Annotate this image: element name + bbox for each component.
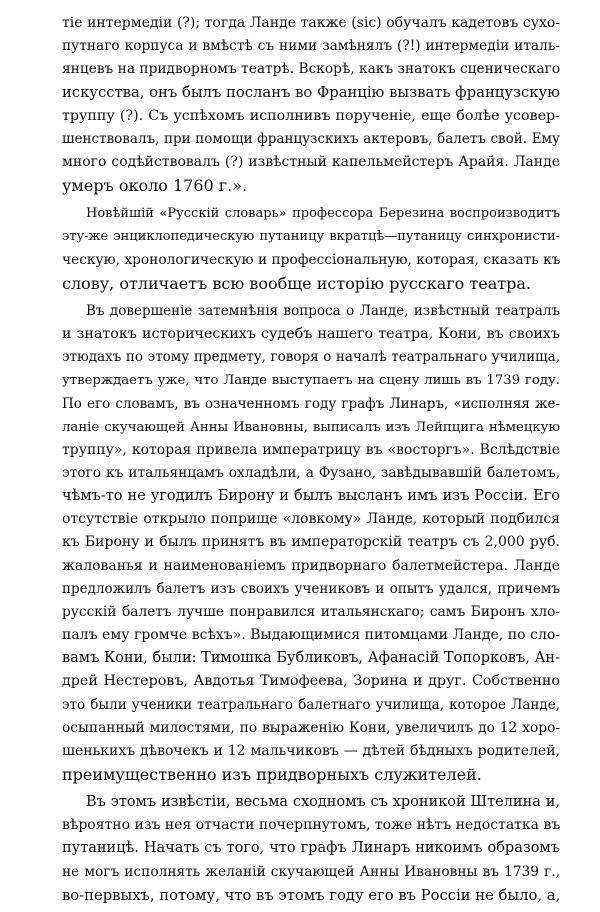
text-line: вѣроятно изъ нея отчасти почерпнутомъ, тоже нѣтъ недостатка въ bbox=[62, 817, 560, 834]
paragraph-2 bbox=[62, 202, 560, 295]
text-line: дрей Нестеровъ, Авдотья Тимофеева, Зорина и друг. Собственно bbox=[62, 673, 560, 690]
text-line: чѣмъ-то не угодилъ Бирону и былъ высланъ имъ изъ Россiи. Его bbox=[62, 488, 560, 505]
text-line: тiе интермедiи (?); тогда Ланде также (sic) обучалъ кадетовъ сухо- bbox=[62, 15, 560, 31]
text-line: отсутствiе открыло поприще «ловкому» Ланде, который подбился bbox=[62, 511, 560, 528]
paragraph-3 bbox=[62, 300, 560, 786]
text-line: По его словамъ, въ означенномъ году графъ Линаръ, «исполняя же- bbox=[62, 395, 560, 412]
text-line: слову, отличаетъ всю вообще исторiю русскаго театра. bbox=[62, 273, 531, 293]
text-line: эту-же энциклопедическую путаницу вкратцѣ—путаницу синхронисти- bbox=[62, 229, 560, 245]
text-line: во-первыхъ, потому, что въ этомъ году его въ Россiи не было, а, bbox=[62, 886, 560, 904]
text-line: осыпанный милостями, по выраженiю Кони, увеличилъ до 12 хоро- bbox=[62, 719, 560, 736]
text-line: ланiе скучающей Анны Ивановны, выписалъ изъ Лейпцига нѣмецкую bbox=[62, 419, 560, 435]
text-line: труппу», которая привела императрицу въ «восторгъ». Вслѣдствiе bbox=[62, 441, 560, 458]
text-line: шенствовалъ, при помощи французскихъ актеровъ, балетъ свой. Ему bbox=[62, 130, 560, 147]
text-line: этюдахъ по этому предмету, говоря о началѣ театральнаго училища, bbox=[62, 349, 560, 366]
text-line: не могъ исполнять желанiй скучающей Анны Ивановны въ 1739 г., bbox=[62, 863, 560, 880]
text-line: ческую, хронологическую и профессiональную, которая, сказать къ bbox=[62, 251, 560, 268]
text-line: искусства, онъ былъ посланъ во Францiю вызвать французскую bbox=[62, 84, 560, 102]
text-line: къ Бирону и былъ принятъ въ императорскiй театръ съ 2,000 руб. bbox=[62, 534, 560, 551]
text-line: это были ученики театральнаго балетнаго училища, которое Ланде, bbox=[62, 696, 560, 713]
text-line: много содѣйствовалъ (?) извѣстный капельмейстеръ Арайя. Ланде bbox=[62, 153, 560, 170]
text-line: янцевъ на придворномъ театрѣ. Вскорѣ, какъ знатокъ сценическаго bbox=[62, 61, 560, 78]
text-line: этого къ итальянцамъ охладѣли, а Фузано, завѣдывавшiй балетомъ, bbox=[62, 464, 560, 481]
text-line: жалованья и наименованiемъ придворнаго балетмейстера. Ланде bbox=[62, 557, 560, 574]
text-line: Въ этомъ извѣстiи, весьма сходномъ съ хроникой Штелина и, bbox=[86, 794, 560, 811]
text-line: умеръ около 1760 г.». bbox=[62, 176, 248, 196]
text-line: Въ довершенiе затемнѣнiя вопроса о Ланде, извѣстный театралъ bbox=[86, 302, 560, 319]
text-line: преимущественно изъ придворныхъ служителей. bbox=[62, 765, 482, 784]
text-line: труппу (?). Съ успѣхомъ исполнивъ порученiе, еще болѣе усовер- bbox=[62, 107, 560, 124]
document-page bbox=[62, 12, 560, 912]
text-line: вамъ Кони, были: Тимошка Бубликовъ, Афанасiй Топорковъ, Ан- bbox=[62, 650, 560, 667]
text-line: палъ ему громче всѣхъ». Выдающимися питомцами Ланде, по сло- bbox=[62, 627, 560, 644]
text-line: Новѣйшiй «Русскiй словарь» профессора Березина воспроизводитъ bbox=[86, 206, 560, 222]
paragraph-4 bbox=[62, 791, 560, 907]
text-line: шенькихъ дѣвочекъ и 12 мальчиковъ — дѣтей бѣдныхъ родителей, bbox=[62, 742, 560, 759]
text-line: и знатокъ историческихъ судебъ нашего театра, Кони, въ своихъ bbox=[62, 326, 560, 343]
text-line: русскiй балетъ лучше понравился итальянскаго; самъ Биронъ хло- bbox=[62, 603, 560, 620]
text-line: путаницѣ. Начать съ того, что графъ Линаръ никоимъ образомъ bbox=[62, 840, 560, 857]
paragraph-1 bbox=[62, 12, 560, 197]
text-line: предложилъ балетъ изъ своихъ учениковъ и опытъ удался, причемъ bbox=[62, 580, 560, 597]
text-line: утверждаетъ уже, что Ланде выступаетъ на сцену лишь въ 1739 году. bbox=[62, 373, 560, 389]
text-line: путнаго корпуса и вмѣстѣ съ ними замѣнялъ (?!) интермедiи италь- bbox=[62, 38, 560, 55]
